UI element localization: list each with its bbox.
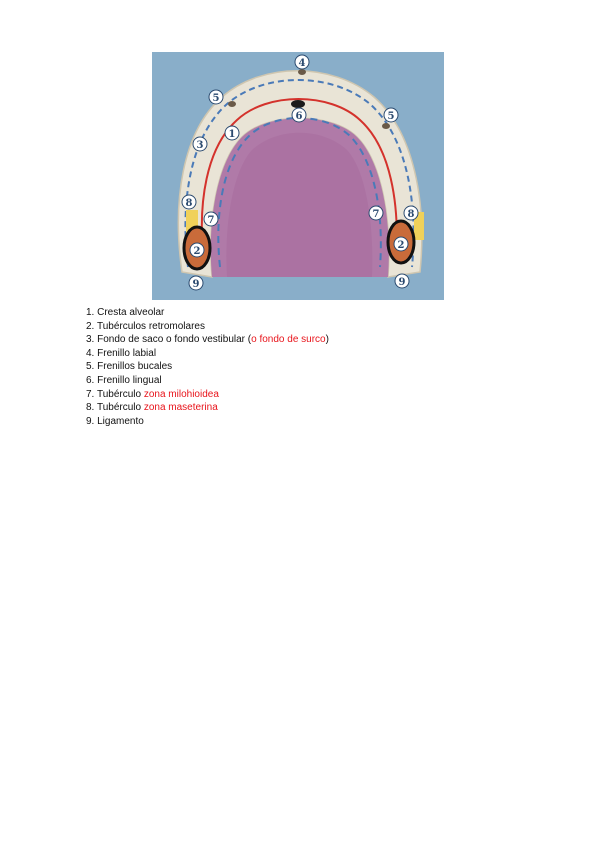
right-buccal-frenum-mark: [382, 123, 390, 129]
legend-item-3-highlight: o fondo de surco: [251, 334, 326, 346]
anatomy-legend: [86, 306, 329, 428]
label-9-left-text: 9: [192, 279, 200, 290]
label-8-right-text: 8: [407, 209, 415, 220]
left-buccal-frenum-mark: [228, 101, 236, 107]
label-2-right: [394, 237, 408, 251]
label-4: [295, 55, 309, 69]
label-1-text: 1: [228, 129, 236, 140]
legend-item-7: 7. Tubérculo zona milohioidea: [86, 388, 219, 400]
label-8-left-text: 8: [185, 198, 193, 209]
legend-item-4: 4. Frenillo labial: [86, 347, 157, 359]
dental-arch-figure: [152, 52, 444, 300]
label-9-right-text: 9: [398, 277, 406, 288]
lingual-frenum-mark: [291, 100, 305, 108]
legend-item-6: 6. Frenillo lingual: [86, 374, 162, 386]
mandibular-arch-illustration: [152, 52, 444, 300]
legend-item-8-highlight: zona maseterina: [143, 402, 218, 414]
label-5-left: [209, 90, 223, 104]
label-7-left-text: 7: [207, 215, 215, 226]
legend-item-8: 8. Tubérculo zona maseterina: [86, 402, 218, 414]
label-2-right-text: 2: [397, 240, 405, 251]
legend-item-9: 9. Ligamento: [86, 415, 144, 427]
label-9-right: [395, 274, 409, 288]
label-5-right-text: 5: [387, 111, 395, 122]
legend-item-3: 3. Fondo de saco o fondo vestibular (o fondo de surco): [86, 334, 329, 346]
label-7-left: [204, 212, 218, 226]
legend-item-1: 1. Cresta alveolar: [86, 307, 165, 318]
label-8-right: [404, 206, 418, 220]
label-3-text: 3: [196, 140, 204, 151]
labial-frenum-mark: [298, 69, 306, 75]
legend-item-2: 2. Tubérculos retromolares: [86, 320, 205, 332]
label-2-left: [190, 243, 204, 257]
label-1: [225, 126, 239, 140]
label-4-text: 4: [298, 58, 306, 69]
legend-item-7-highlight: zona milohioidea: [143, 388, 219, 400]
label-7-right: [369, 206, 383, 220]
label-9-left: [189, 276, 203, 290]
label-6-text: 6: [295, 111, 303, 122]
label-5-left-text: 5: [212, 93, 220, 104]
label-5-right: [384, 108, 398, 122]
legend-item-5: 5. Frenillos bucales: [86, 361, 173, 373]
label-3: [193, 137, 207, 151]
label-7-right-text: 7: [372, 209, 380, 220]
label-6: [292, 108, 306, 122]
label-2-left-text: 2: [193, 246, 201, 257]
label-8-left: [182, 195, 196, 209]
